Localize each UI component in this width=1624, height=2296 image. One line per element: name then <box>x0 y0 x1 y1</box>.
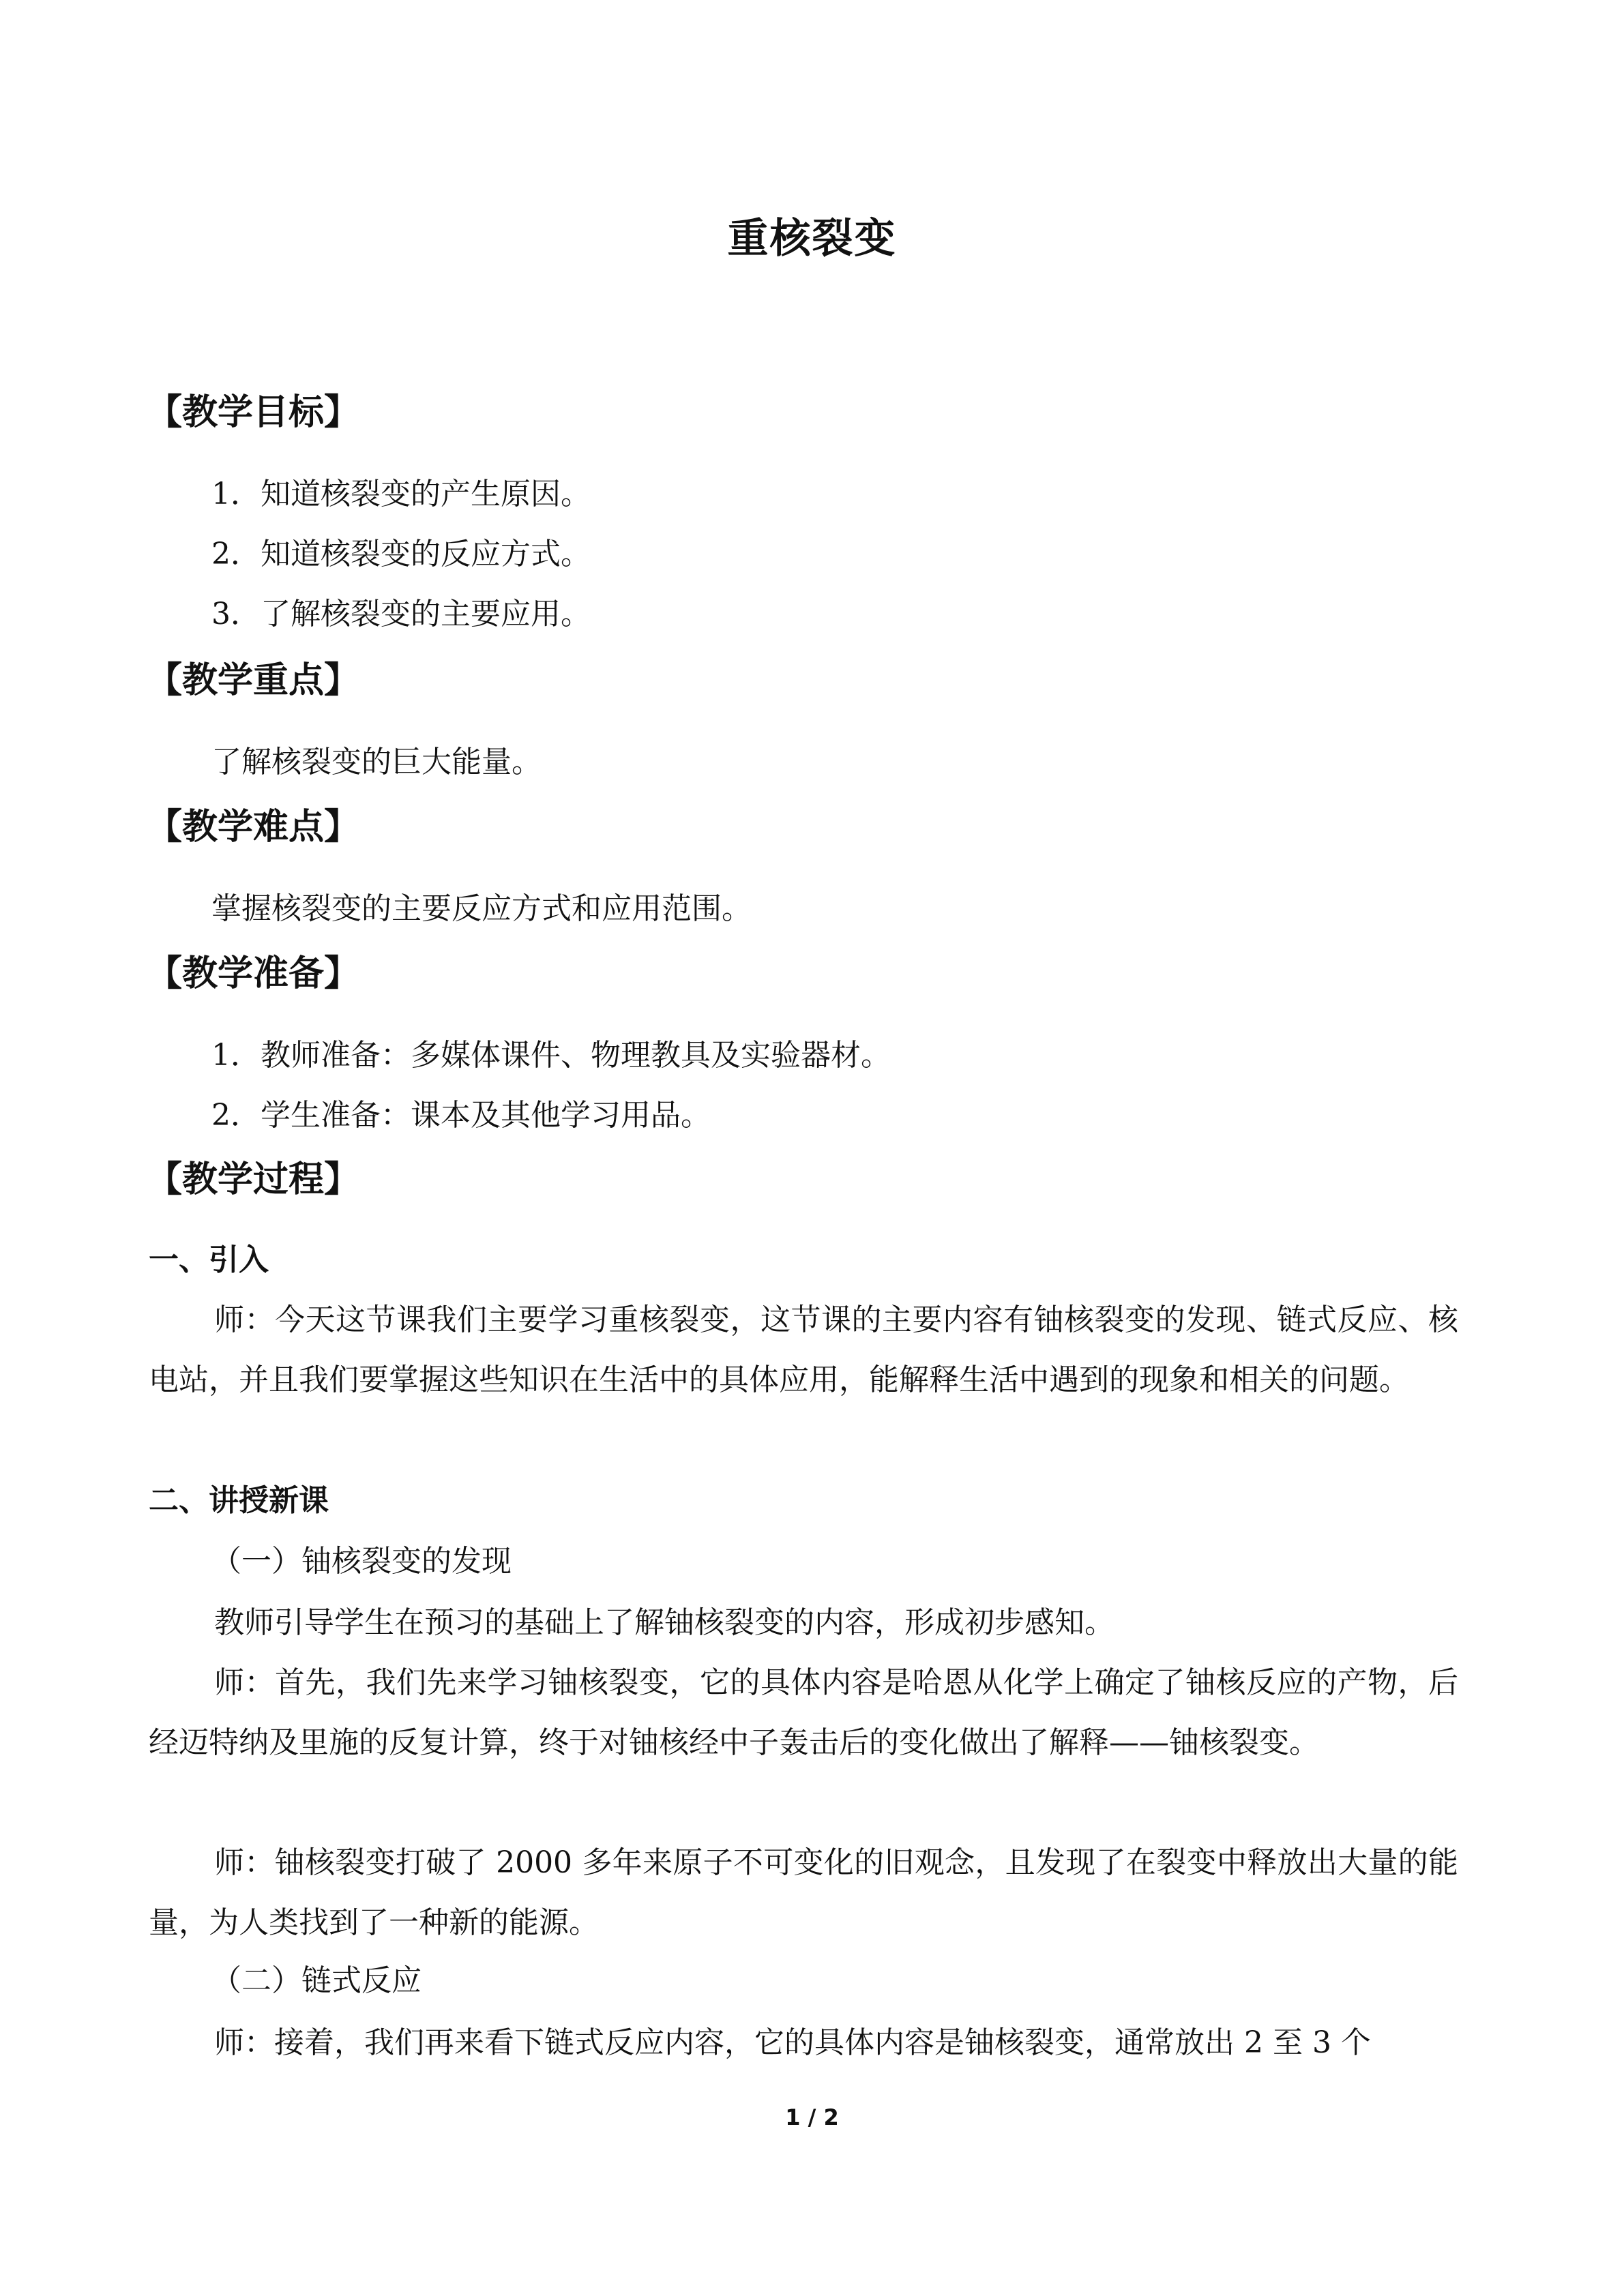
section-heading-goals: 【教学目标】 <box>147 392 360 433</box>
preparation-item-2: 2．学生准备：课本及其他学习用品。 <box>211 1098 711 1133</box>
section-heading-difficulties: 【教学难点】 <box>147 807 360 848</box>
page-number: 1 / 2 <box>785 2104 839 2130</box>
intro-paragraph: 师：今天这节课我们主要学习重核裂变，这节课的主要内容有铀核裂变的发现、链式反应、核电站，并且我们要掌握这些知识在生活中的具体应用，能解释生活中遇到的现象和相关的问题。 <box>149 1302 1458 1397</box>
goal-item-3: 3．了解核裂变的主要应用。 <box>211 597 591 631</box>
goal-item-2: 2．知道核裂变的反应方式。 <box>211 537 591 571</box>
preparation-item-1: 1．教师准备：多媒体课件、物理教具及实验器材。 <box>211 1038 891 1073</box>
key-points-text: 了解核裂变的巨大能量。 <box>211 745 542 779</box>
difficulties-text: 掌握核裂变的主要反应方式和应用范围。 <box>211 891 752 926</box>
section-heading-process: 【教学过程】 <box>147 1159 360 1200</box>
section-heading-preparation: 【教学准备】 <box>147 953 360 994</box>
intro-heading: 一、引入 <box>149 1242 269 1277</box>
part1-paragraph-2: 师：首先，我们先来学习铀核裂变，它的具体内容是哈恩从化学上确定了铀核反应的产物，后经迈特纳及里施的反复计算，终于对铀核经中子轰击后的变化做出了解释——铀核裂变。 <box>149 1665 1458 1760</box>
new-lesson-heading: 二、讲授新课 <box>149 1483 329 1518</box>
goal-item-1: 1．知道核裂变的产生原因。 <box>211 477 591 511</box>
part1-paragraph-1: 教师引导学生在预习的基础上了解铀核裂变的内容，形成初步感知。 <box>214 1605 1114 1640</box>
part2-heading: （二）链式反应 <box>211 1963 422 1998</box>
section-heading-key-points: 【教学重点】 <box>147 660 360 701</box>
part2-paragraph-1: 师：接着，我们再来看下链式反应内容，它的具体内容是铀核裂变，通常放出 2 至 3 个 <box>214 2025 1371 2060</box>
part1-heading: （一）铀核裂变的发现 <box>211 1544 512 1579</box>
part1-paragraph-3: 师：铀核裂变打破了 2000 多年来原子不可变化的旧观念，且发现了在裂变中释放出大量的能量，为人类找到了一种新的能源。 <box>149 1845 1458 1940</box>
page-title: 重核裂变 <box>727 215 897 263</box>
